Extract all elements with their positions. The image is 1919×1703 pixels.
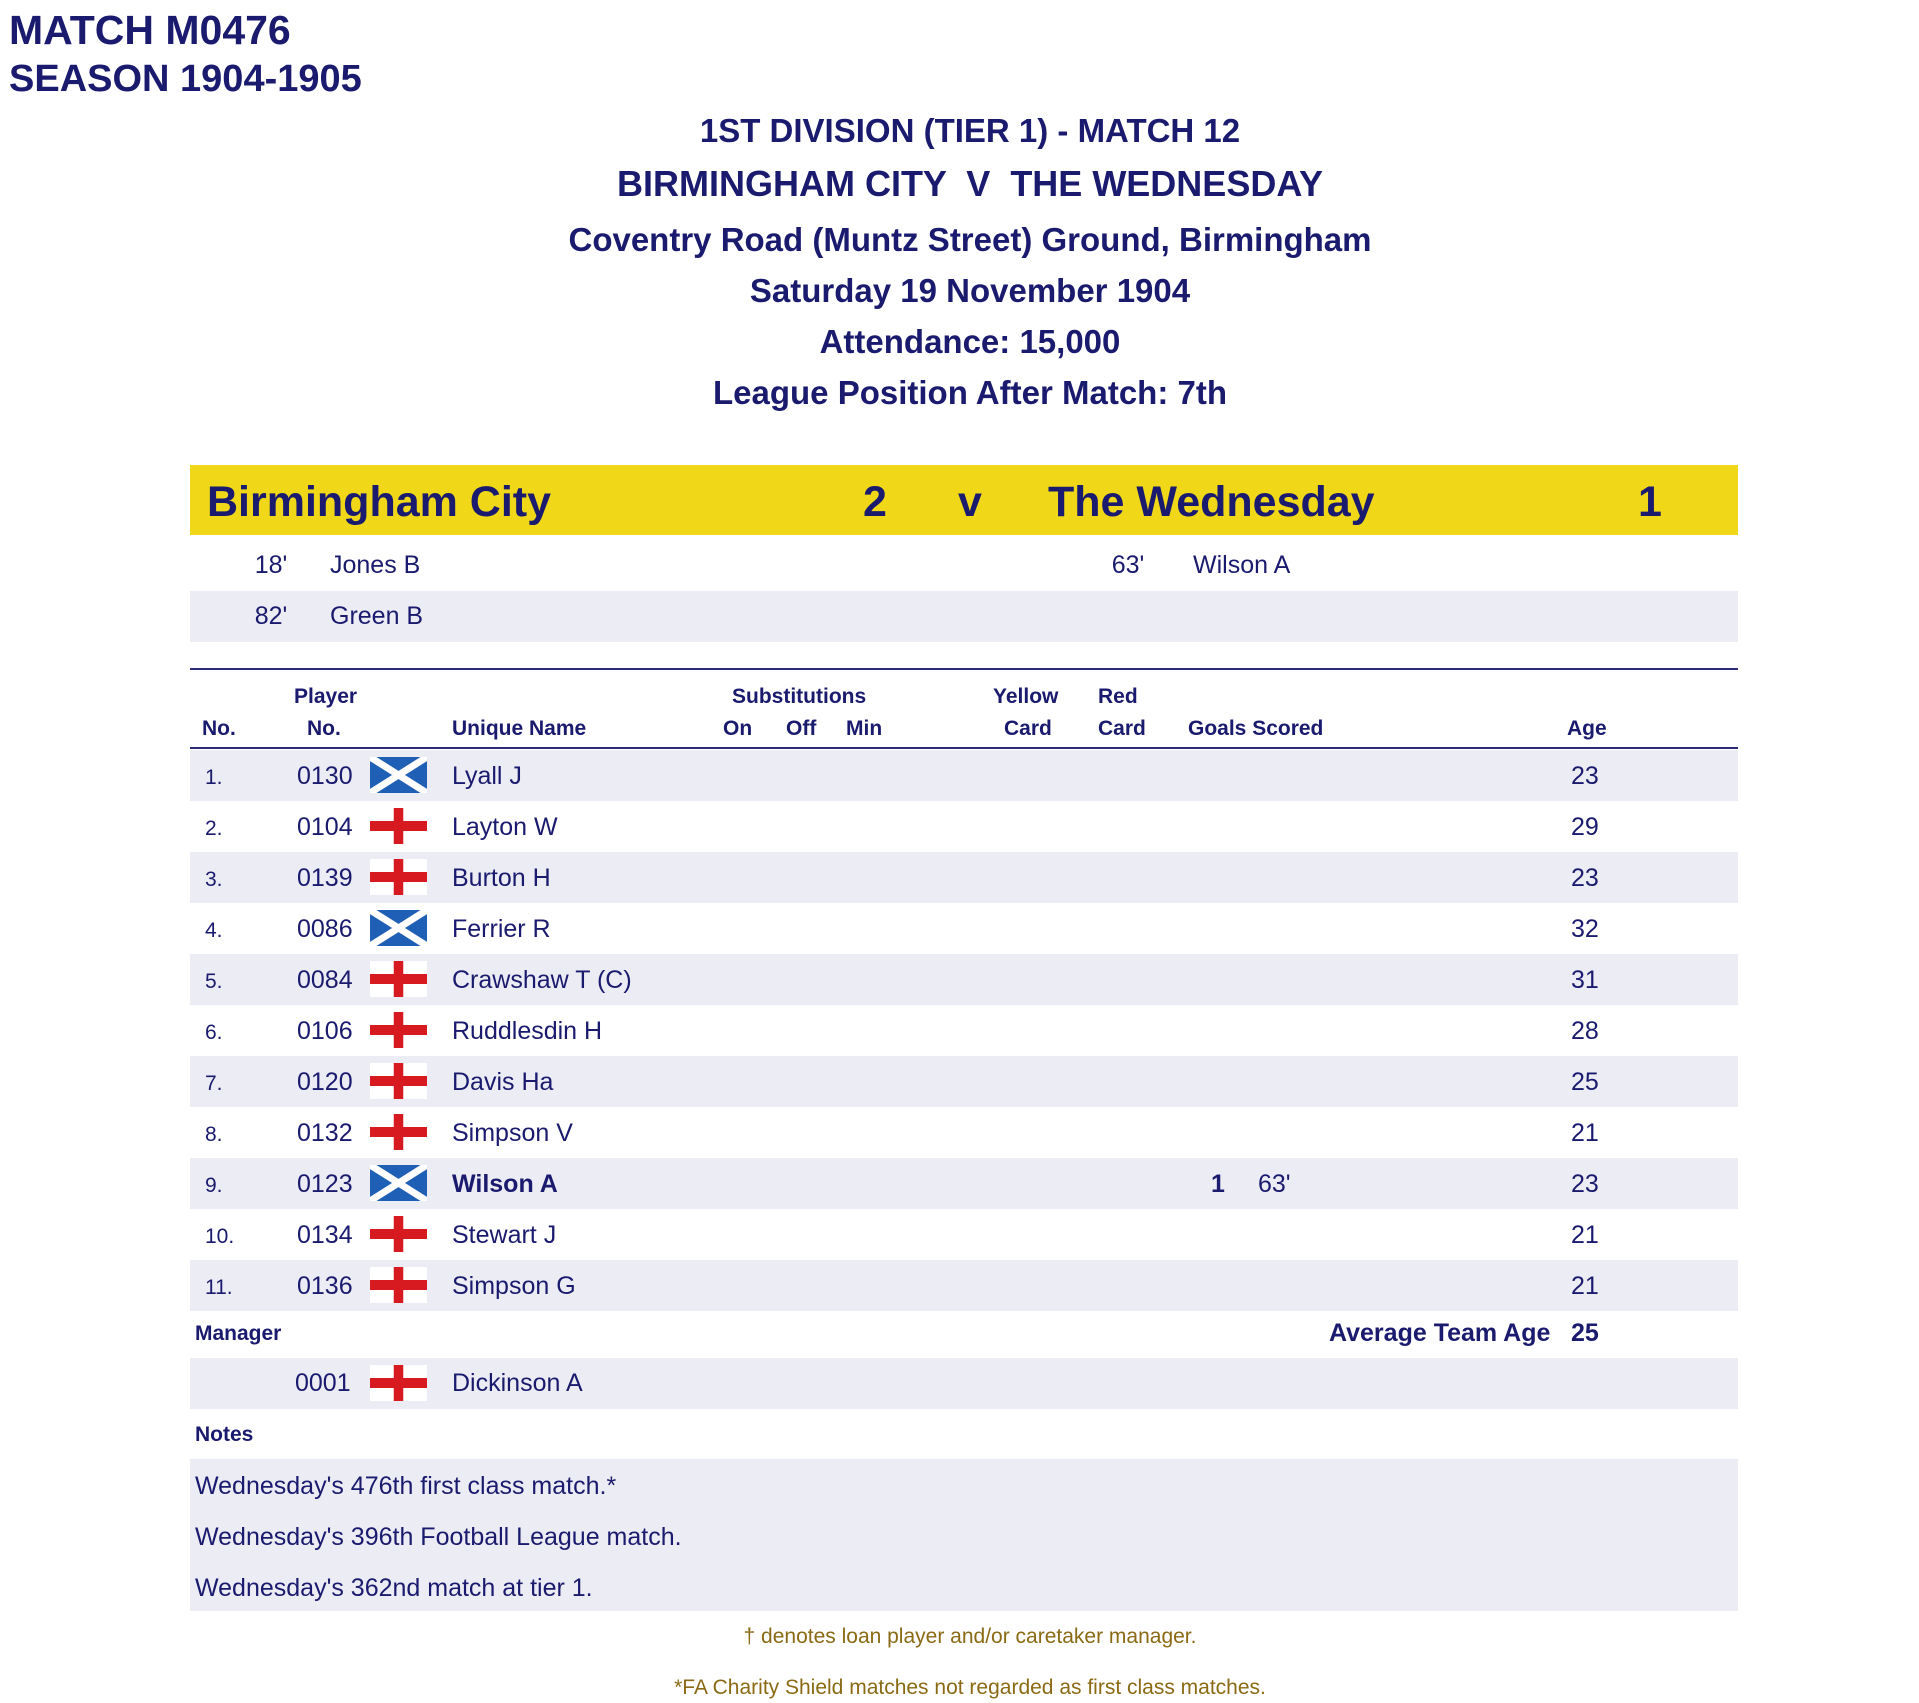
header-bottom-rule: [190, 747, 1738, 749]
col-red-bottom: Card: [1098, 717, 1146, 740]
shirt-number: 2.: [205, 817, 223, 840]
manager-row: [190, 1358, 1738, 1409]
player-age: 21: [1571, 1119, 1599, 1147]
player-number: 0106: [297, 1017, 353, 1045]
player-age: 31: [1571, 966, 1599, 994]
shirt-number: 7.: [205, 1072, 223, 1095]
away-goal-minute: 63': [1111, 551, 1145, 579]
player-row: [0, 903, 1919, 954]
player-number: 0130: [297, 762, 353, 790]
england-flag-icon: [370, 859, 427, 895]
col-sub-on: On: [723, 717, 753, 740]
player-age: 32: [1571, 915, 1599, 943]
notes-label: Notes: [195, 1423, 254, 1446]
notes-box: [190, 1459, 1738, 1611]
away-goal-scorer: Wilson A: [1193, 551, 1291, 579]
england-flag-icon: [370, 1365, 427, 1401]
england-flag-icon: [370, 1267, 427, 1303]
col-no: No.: [202, 717, 236, 740]
col-sub-off: Off: [786, 717, 817, 740]
shirt-number: 3.: [205, 868, 223, 891]
fixture-heading: BIRMINGHAM CITY V THE WEDNESDAY: [616, 163, 1324, 204]
loan-footnote: † denotes loan player and/or caretaker manager.: [743, 1625, 1197, 1648]
player-number: 0136: [297, 1272, 353, 1300]
away-team-name: The Wednesday: [1048, 478, 1375, 526]
player-name: Lyall J: [452, 762, 522, 790]
shirt-number: 4.: [205, 919, 223, 942]
england-flag-icon: [370, 1114, 427, 1150]
scotland-flag-icon: [370, 1165, 427, 1201]
date-heading: Saturday 19 November 1904: [749, 272, 1191, 309]
header-top-rule: [190, 668, 1738, 670]
score-banner: [190, 465, 1738, 535]
attendance-heading: Attendance: 15,000: [819, 323, 1121, 360]
player-name: Wilson A: [452, 1170, 558, 1198]
versus-label: v: [958, 478, 982, 526]
venue-heading: Coventry Road (Muntz Street) Ground, Birmingham: [568, 221, 1372, 258]
col-player-no-top: Player: [294, 685, 358, 708]
player-row: [0, 1158, 1919, 1209]
player-age: 23: [1571, 1170, 1599, 1198]
note-item: Wednesday's 362nd match at tier 1.: [195, 1574, 593, 1602]
charity-shield-footnote: *FA Charity Shield matches not regarded as first class matches.: [674, 1676, 1266, 1699]
col-yellow-bottom: Card: [1004, 717, 1052, 740]
col-substitutions: Substitutions: [732, 685, 867, 708]
season-label: SEASON 1904-1905: [9, 58, 362, 100]
player-row: [0, 1005, 1919, 1056]
player-row: [0, 852, 1919, 903]
col-sub-min: Min: [846, 717, 883, 740]
player-name: Ruddlesdin H: [452, 1017, 603, 1045]
player-name: Layton W: [452, 813, 558, 841]
goal-minute: 63': [1258, 1170, 1291, 1198]
manager-name: Dickinson A: [452, 1369, 583, 1397]
player-row: [0, 1209, 1919, 1260]
home-goal-minute: 82': [254, 602, 288, 630]
col-red-top: Red: [1098, 685, 1138, 708]
manager-label: Manager: [195, 1322, 282, 1345]
player-row: [0, 1056, 1919, 1107]
shirt-number: 6.: [205, 1021, 223, 1044]
shirt-number: 5.: [205, 970, 223, 993]
scotland-flag-icon: [370, 910, 427, 946]
league-position-heading: League Position After Match: 7th: [713, 374, 1227, 411]
player-age: 23: [1571, 864, 1599, 892]
player-number: 0104: [297, 813, 353, 841]
player-row: [0, 1260, 1919, 1311]
england-flag-icon: [370, 1012, 427, 1048]
home-goal-scorer: Green B: [330, 602, 424, 630]
player-name: Burton H: [452, 864, 551, 892]
player-age: 21: [1571, 1272, 1599, 1300]
player-row: [0, 1107, 1919, 1158]
average-team-age-value: 25: [1571, 1319, 1599, 1347]
england-flag-icon: [370, 1216, 427, 1252]
player-number: 0086: [297, 915, 353, 943]
match-id: MATCH M0476: [9, 7, 291, 53]
col-age: Age: [1567, 717, 1607, 740]
away-goals: 1: [1638, 478, 1662, 526]
player-age: 28: [1571, 1017, 1599, 1045]
player-name: Crawshaw T (C): [452, 966, 632, 994]
competition-heading: 1ST DIVISION (TIER 1) - MATCH 12: [699, 112, 1241, 149]
player-row: [0, 954, 1919, 1005]
player-name: Stewart J: [452, 1221, 557, 1249]
goals-count: 1: [1211, 1170, 1225, 1198]
player-number: 0123: [297, 1170, 353, 1198]
shirt-number: 9.: [205, 1174, 223, 1197]
player-row: [0, 750, 1919, 801]
england-flag-icon: [370, 808, 427, 844]
col-unique-name: Unique Name: [452, 717, 587, 740]
col-player-no-bottom: No.: [307, 717, 341, 740]
player-age: 25: [1571, 1068, 1599, 1096]
home-goals: 2: [863, 478, 887, 526]
player-number: 0132: [297, 1119, 353, 1147]
player-number: 0084: [297, 966, 353, 994]
player-number: 0120: [297, 1068, 353, 1096]
manager-number: 0001: [295, 1369, 351, 1397]
note-item: Wednesday's 476th first class match.*: [195, 1472, 617, 1500]
col-yellow-top: Yellow: [993, 685, 1059, 708]
player-row: [0, 801, 1919, 852]
player-name: Ferrier R: [452, 915, 551, 943]
home-team-name: Birmingham City: [207, 478, 552, 526]
player-age: 23: [1571, 762, 1599, 790]
note-item: Wednesday's 396th Football League match.: [195, 1523, 682, 1551]
shirt-number: 1.: [205, 766, 223, 789]
player-number: 0134: [297, 1221, 353, 1249]
player-number: 0139: [297, 864, 353, 892]
england-flag-icon: [370, 961, 427, 997]
england-flag-icon: [370, 1063, 427, 1099]
scotland-flag-icon: [370, 757, 427, 793]
average-team-age-label: Average Team Age: [1329, 1319, 1551, 1347]
player-age: 21: [1571, 1221, 1599, 1249]
col-goals-scored: Goals Scored: [1188, 717, 1324, 740]
home-goal-scorer: Jones B: [330, 551, 421, 579]
player-name: Simpson G: [452, 1272, 576, 1300]
shirt-number: 8.: [205, 1123, 223, 1146]
home-goal-minute: 18': [254, 551, 288, 579]
player-name: Davis Ha: [452, 1068, 554, 1096]
player-name: Simpson V: [452, 1119, 573, 1147]
shirt-number: 11.: [205, 1276, 233, 1299]
shirt-number: 10.: [205, 1225, 235, 1248]
player-age: 29: [1571, 813, 1599, 841]
